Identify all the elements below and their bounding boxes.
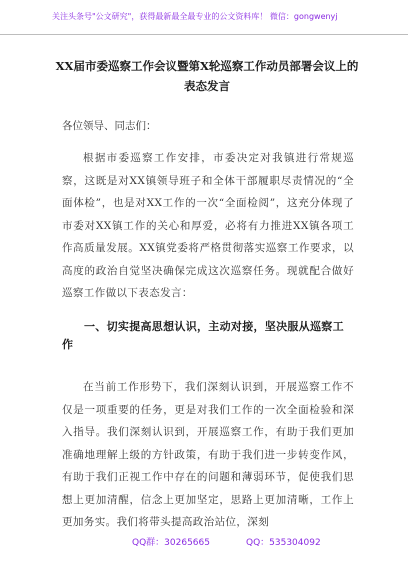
greeting: 各位领导、同志们： — [62, 120, 157, 132]
document-title: XX届市委巡察工作会议暨第X轮巡察工作动员部署会议上的表态发言 — [55, 59, 359, 93]
footer-qq: QQ：535304092 — [245, 538, 321, 548]
footer-qq-group: QQ群：30265665 — [132, 538, 210, 548]
paragraph-2: 在当前工作形势下，我们深刻认识到，开展巡察工作不仅是一项重要的任务，更是对我们工作的一次全面检验和深入指导。我们深刻认识到，开展巡察工作，有助于我们更加准确地理解上级的方针政策，有助于我们进一步转变作风，有助于我们正视工作中存在的问题和薄弱环节，促使我们思想上更加清醒，信念上更加坚定，思路上更加清晰，工作上更加务实。我们将带头提高政治站位，深刻 — [62, 381, 354, 528]
header-promo-text: 关注头条号"公文研究"，获得最新最全最专业的公文资料库！ 微信：gongwenyj — [52, 12, 338, 21]
header-banner — [0, 0, 408, 35]
footer-banner — [0, 528, 408, 558]
footer-contact — [132, 535, 357, 548]
paragraph-1: 根据市委巡察工作安排，市委决定对我镇进行常规巡察，这既是对XX镇领导班子和全体干部履职尽责情况的“全面体检”，也是对XX工作的一次“全面检阅”，这充分体现了市委对XX镇工作的关心和厚爱，必将有力推进XX镇各项工作高质量发展。XX镇党委将严格贯彻落实巡察工作要求，以高度的政治自觉坚决确保完成这次巡察任务。现就配合做好巡察工作做以下表态发言： — [62, 152, 354, 299]
section-heading-1: 一、切实提高思想认识，主动对接，坚决服从巡察工作 — [62, 320, 344, 351]
